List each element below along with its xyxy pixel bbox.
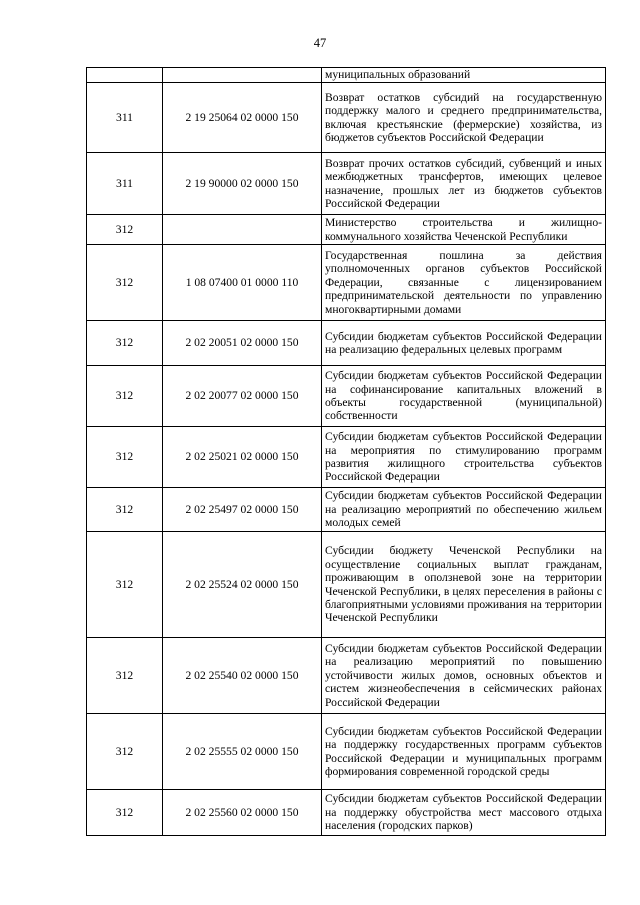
table-row [87, 215, 606, 245]
income-name-cell: Министерство строительства и жилищно-коммунального хозяйства Чеченской Республики [322, 215, 606, 245]
table-row [87, 488, 606, 532]
budget-code-cell: 2 02 20077 02 0000 150 [163, 366, 322, 427]
budget-code-cell [163, 215, 322, 245]
table-row [87, 245, 606, 321]
income-name-cell: Субсидии бюджетам субъектов Российской Федерации на реализацию мероприятий по повышению устойчивости жилых домов, основных объектов и систем жизнеобеспечения в сейсмических районах Российской Федерации [322, 638, 606, 714]
admin-code-cell: 312 [87, 245, 163, 321]
income-name-cell: Субсидии бюджетам субъектов Российской Федерации на мероприятия по стимулированию программ развития жилищного строительства субъектов Российской Федерации [322, 427, 606, 488]
income-name-cell: Субсидии бюджетам субъектов Российской Федерации на софинансирование капитальных вложений в объекты государственной (муниципальной) собственности [322, 366, 606, 427]
income-name-cell: Возврат остатков субсидий на государственную поддержку малого и среднего предпринимательства, включая крестьянские (фермерские) хозяйства, из бюджетов субъектов Российской Федерации [322, 83, 606, 153]
budget-code-cell: 2 19 25064 02 0000 150 [163, 83, 322, 153]
income-name-cell: Субсидии бюджету Чеченской Республики на осуществление социальных выплат гражданам, проживающим в оползневой зоне на территории Чеченской Республики, в целях переселения в районы с благоприятными условиями проживания на территории Чеченской Республики [322, 532, 606, 638]
budget-code-cell: 2 02 20051 02 0000 150 [163, 321, 322, 366]
budget-code-cell: 2 02 25560 02 0000 150 [163, 790, 322, 836]
table-row [87, 68, 606, 83]
table-row [87, 366, 606, 427]
admin-code-cell: 312 [87, 366, 163, 427]
admin-code-cell: 312 [87, 321, 163, 366]
budget-code-cell: 2 02 25497 02 0000 150 [163, 488, 322, 532]
admin-code-cell: 312 [87, 215, 163, 245]
budget-code-cell: 2 19 90000 02 0000 150 [163, 153, 322, 215]
admin-code-cell: 311 [87, 153, 163, 215]
budget-code-cell: 1 08 07400 01 0000 110 [163, 245, 322, 321]
budget-code-cell: 2 02 25524 02 0000 150 [163, 532, 322, 638]
budget-code-cell: 2 02 25540 02 0000 150 [163, 638, 322, 714]
admin-code-cell: 312 [87, 532, 163, 638]
income-name-cell: Субсидии бюджетам субъектов Российской Федерации на поддержку обустройства мест массового отдыха населения (городских парков) [322, 790, 606, 836]
table-row [87, 153, 606, 215]
income-name-cell: Субсидии бюджетам субъектов Российской Федерации на реализацию федеральных целевых программ [322, 321, 606, 366]
budget-code-cell: 2 02 25021 02 0000 150 [163, 427, 322, 488]
table-row [87, 714, 606, 790]
income-name-cell: Субсидии бюджетам субъектов Российской Федерации на поддержку государственных программ субъектов Российской Федерации и муниципальных программ формирования современной городской среды [322, 714, 606, 790]
table-row [87, 83, 606, 153]
income-name-cell: Государственная пошлина за действия уполномоченных органов субъектов Российской Федерации, связанные с лицензированием предпринимательской деятельности по управлению многоквартирными домами [322, 245, 606, 321]
admin-code-cell: 312 [87, 790, 163, 836]
income-name-cell: Возврат прочих остатков субсидий, субвенций и иных межбюджетных трансфертов, имеющих целевое назначение, прошлых лет из бюджетов субъектов Российской Федерации [322, 153, 606, 215]
table-row [87, 532, 606, 638]
table-row [87, 638, 606, 714]
admin-code-cell [87, 68, 163, 83]
admin-code-cell: 312 [87, 638, 163, 714]
admin-code-cell: 312 [87, 714, 163, 790]
budget-code-cell [163, 68, 322, 83]
page-number: 47 [313, 36, 327, 50]
budget-code-cell: 2 02 25555 02 0000 150 [163, 714, 322, 790]
income-name-cell: муниципальных образований [322, 68, 606, 83]
admin-code-cell: 312 [87, 427, 163, 488]
table-row [87, 321, 606, 366]
income-name-cell: Субсидии бюджетам субъектов Российской Федерации на реализацию мероприятий по обеспечению жильем молодых семей [322, 488, 606, 532]
admin-code-cell: 311 [87, 83, 163, 153]
table-row [87, 427, 606, 488]
admin-code-cell: 312 [87, 488, 163, 532]
table-row [87, 790, 606, 836]
budget-codes-table [86, 67, 606, 836]
